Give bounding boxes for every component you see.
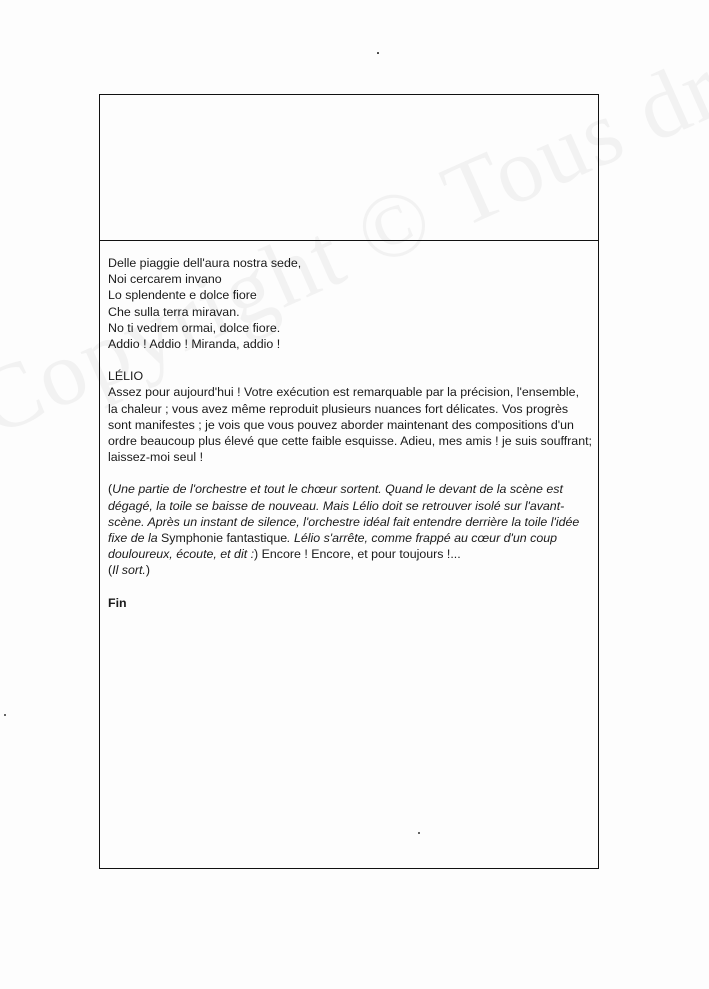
speaker-name: LÉLIO — [108, 369, 144, 384]
verse-line: Noi cercarem invano — [108, 272, 222, 287]
stage-roman-line: ) Encore ! Encore, et pour toujours !... — [254, 547, 461, 562]
speck-mark — [418, 832, 420, 834]
speck-mark — [377, 52, 379, 54]
stage-roman-title: Symphonie fantastique — [161, 531, 288, 546]
page-frame — [99, 94, 599, 869]
stage-italic-1: Une partie de l'orchestre et tout le chœur sortent. Quand le devant de la scène est dégagé, la toile se baisse de nouveau. Mais Lélio doit se retrouver isolé sur l'avant-scène. Après un instant de silence, l'orchestre idéal fait entendre derrière la toile l'idée fixe de la — [108, 482, 580, 546]
stage-paren-open: ( — [108, 482, 113, 497]
verse-block — [108, 255, 592, 352]
blank-header-box — [100, 95, 598, 241]
verse-line: Lo splendente e dolce fiore — [108, 288, 257, 303]
speech-paragraph: Assez pour aujourd'hui ! Votre exécution est remarquable par la précision, l'ensemble, la chaleur ; vous avez même reproduit plusieurs nuances fort délicates. Vos progrès sont manifestes ; je vois que vous pouvez aborder maintenant des compositions d'un ordre beaucoup plus élevé que cette faible esquisse. Adieu, mes amis ! je suis souffrant; laissez-moi seul ! — [108, 385, 592, 465]
stage-direction — [108, 481, 592, 578]
verse-line: Delle piaggie dell'aura nostra sede, — [108, 256, 302, 270]
exit-paren-open: ( — [108, 563, 113, 578]
text-content — [108, 255, 592, 611]
verse-line: No ti vedrem ormai, dolce fiore. — [108, 320, 281, 335]
fin-label: Fin — [108, 595, 127, 610]
speck-mark — [4, 714, 6, 716]
exit-direction: Il sort. — [112, 563, 146, 578]
verse-line: Che sulla terra miravan. — [108, 304, 240, 319]
stage-italic-2: . Lélio s'arrête, comme frappé au cœur d'un coup douloureux, écoute, et dit : — [108, 531, 557, 562]
verse-line: Addio ! Addio ! Miranda, addio ! — [108, 337, 281, 352]
exit-paren-close: ) — [145, 563, 151, 578]
